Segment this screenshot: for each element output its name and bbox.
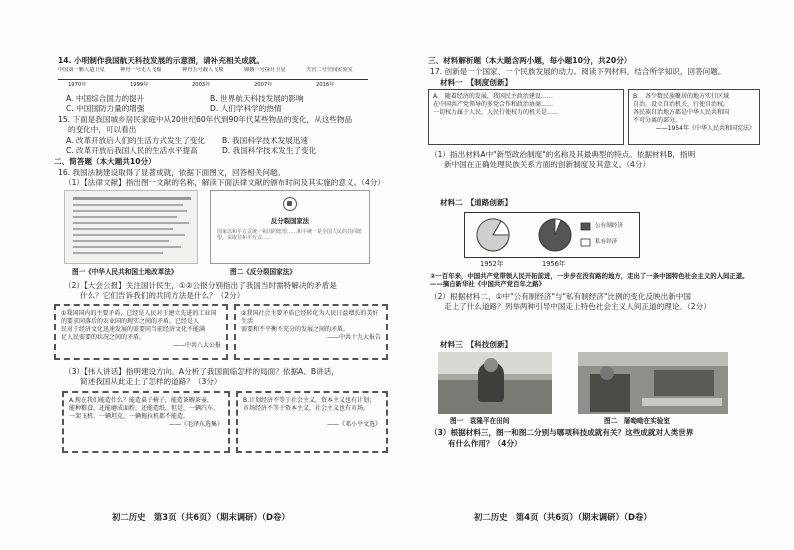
timeline-year-1: 1970年 — [68, 82, 87, 88]
quote-1-line-1: ①我国国内的主要矛盾，已经是人民对于建立先进的工业国 — [61, 310, 217, 317]
mat1-b-line-3: 各民族自治地方都是中华人民共和国 — [633, 108, 730, 116]
q16-sub2: （2）【大会公报】关注国计民生，①②公报分别指出了我国当时需特解决的矛盾是 — [64, 281, 337, 290]
quote-1-source: ——中共八大公报 — [172, 341, 221, 349]
material-1-heading: 材料一 【制度创新】 — [440, 78, 513, 87]
timeline-year-5: 2016年 — [316, 82, 335, 88]
material-2-quote: ②一百年来，中国共产党带领人民开拓前进，一步步在没有路的地方，走出了一条中国特色社会主义的人间正道。——摘自新华社《中国共产党百年之路》 — [430, 272, 749, 289]
q14-option-c: C. 中国国防力量的增强 — [66, 104, 145, 113]
q14-option-b: B. 世界航天科技发展的影响 — [210, 94, 304, 103]
legend-swatch-private — [581, 239, 590, 246]
q17-sub3: （3）根据材料三，图一和图二分别与哪项科技成就有关？这些成就对人类世界 — [430, 428, 694, 437]
q14-timeline — [58, 67, 368, 91]
q17-sub1: （1）指出材料A中"新型政治制度"的名称及其最典型的特点。依据材料B，指明 — [430, 150, 696, 159]
q14-stem: 14. 小明制作我国航天科技发展的示意图，请补充相关成就。 — [58, 56, 264, 65]
q15-option-a: A. 改革开放后人们的生活方式发生了变化 — [66, 136, 205, 145]
page-3 — [50, 0, 392, 550]
q16-sub3: （3）【伟人讲话】指明建设方向。A分析了我国面临怎样的局面？依据A、B讲话， — [64, 367, 339, 376]
pie-label-1956: 1956年 — [542, 260, 566, 268]
speech-a-line-1: A.现在我们能造什么？能造桌子椅子，能造茶碗茶壶， — [69, 397, 213, 404]
q14-option-a: A. 中国综合国力的提升 — [66, 94, 145, 103]
photo-2-caption: 图二 屠呦呦在实验室 — [604, 417, 670, 425]
q15-option-d: D. 我国科学技术发生了变化 — [222, 146, 317, 155]
mat1-a-line-1: A. 随着经济的发展，我国民主政治建设…… — [433, 93, 553, 100]
mat1-b-line-4: 不可分离的部分。 — [633, 116, 682, 124]
speech-b-line-1: B.计划经济不等于社会主义，资本主义也有计划； — [243, 397, 376, 404]
quote-1-line-2: 的要求同落后的农业国的现实之间的矛盾，已经是人 — [61, 317, 200, 325]
q16-stem: 16. 我国法制建设取得了显著成就，依据下面图文，回答相关问题。 — [58, 168, 286, 177]
quote-2-line-2: 需要和不平衡不充分的发展之间的矛盾。 — [241, 325, 350, 333]
photo-yuan-longping — [438, 352, 552, 414]
quote-2-source: ——中共十九大报告 — [326, 333, 381, 341]
timeline-year-3: 2003年 — [192, 82, 211, 88]
report-quote-2 — [234, 304, 388, 360]
page-4-footer: 初二历史 第4页（共6页）（期末调研）（D卷） — [474, 512, 652, 522]
speech-quote-b — [236, 391, 388, 453]
photo-1-caption: 图一 袁隆平在田间 — [450, 417, 510, 425]
speech-b-line-2: 市场经济不等于资本主义，社会主义也有市场。 — [243, 404, 370, 412]
figure-1-document — [64, 190, 198, 264]
legend-swatch-public — [581, 223, 590, 230]
q16-sub3-line2: 简述我国从此走上了怎样的道路？（3分） — [80, 377, 222, 386]
timeline-year-4: 2007年 — [254, 82, 273, 88]
section-3-heading: 三、材料解析题（本大题含两小题，每小题10分，共20分） — [428, 56, 632, 65]
speech-a-line-2: 能种粮食，还能磨成面粉，还能造纸，但是，一辆汽车、 — [69, 404, 220, 412]
quote-1-line-3: 民对于经济文化迅速发展的需要同当前经济文化不能满 — [61, 325, 206, 333]
timeline-event-3: 神舟五号载人飞船 — [182, 67, 224, 73]
figure-1-caption: 图一《中华人民共和国土地改革法》 — [72, 268, 178, 276]
q16-sub1: （1）【法律文献】指出图一文献的名称，解读下面法律文献的颁布时间及其实施的意义。（4分） — [64, 178, 385, 187]
timeline-event-1: 中国第一颗人造卫星 — [58, 67, 105, 73]
q15-option-c: C. 改革开放后我国人民的生活水平提高 — [66, 146, 198, 155]
timeline-event-5: 天宫二号空间实验室 — [306, 67, 353, 73]
speech-a-source: ——《毛泽东选集》 — [168, 420, 223, 428]
quote-2-line-1: ②我国社会主要矛盾已经转化为人民日益增长的美好生活 — [241, 310, 379, 325]
q17-sub1-line2: 新中国在正确处理民族关系方面的创新制度及其意义。（4分） — [444, 160, 651, 169]
report-quote-1 — [54, 304, 228, 360]
pie-charts-svg — [465, 213, 640, 258]
pie-1956 — [539, 219, 571, 251]
q17-sub2: （2）根据材料二，①中"公有制经济"与"私有制经济"比例的变化反映出新中国 — [430, 292, 692, 301]
q15-stem: 15. 下面是我国城乡居民家庭中从20世纪60年代到90年代某些物品的变化，从这些物品 — [58, 115, 353, 124]
pie-1952 — [477, 219, 509, 251]
q17-sub3-line2: 有什么作用？（4分） — [448, 439, 522, 448]
material-1-box-b — [628, 89, 760, 145]
speech-quote-a — [62, 391, 230, 453]
q14-option-d: D. 人们学科学的热情 — [210, 104, 282, 113]
q15-stem-line2: 的变化中，可以看出 — [68, 125, 137, 134]
mat1-b-source: ——1954年《中华人民共和国宪法》 — [655, 124, 755, 132]
material-3-heading: 材料三 【科技创新】 — [440, 340, 513, 349]
economy-pie-figure — [464, 212, 640, 258]
pie-label-1952: 1952年 — [480, 260, 504, 268]
page-3-footer: 初二历史 第3页（共6页）（期末调研）（D卷） — [112, 512, 290, 522]
mat1-a-line-2: 在中国共产党领导的多党合作和政治协商…… — [433, 100, 554, 108]
q15-option-b: B. 我国科学技术发展迅速 — [222, 136, 308, 145]
emblem-icon — [211, 197, 369, 214]
figure-2-title: 反分裂国家法 — [270, 217, 310, 225]
figure-2-document — [210, 190, 370, 264]
q17-sub2-line2: 走上了什么道路？列举两种引导中国走上特色社会主义人间正道的理论。（2分） — [444, 302, 711, 311]
photo-tu-youyou — [578, 352, 728, 414]
material-1-box-a — [428, 89, 624, 145]
material-2-heading: 材料二 【道路创新】 — [440, 198, 513, 207]
legend-label-private: 私有经济 — [595, 239, 618, 245]
figure-2-caption: 图二《反分裂国家法》 — [230, 268, 296, 276]
figure-2-text: 国家以和平方式统一祖国的愿望……和平统一是全国人民的共同愿望，采取非和平方式…… — [217, 229, 363, 242]
timeline-event-2: 神舟一号无人飞船 — [120, 67, 162, 73]
speech-a-line-3: 一架飞机、一辆坦克、一辆拖拉机都不能造。 — [69, 412, 190, 420]
mat1-a-line-3: 一切权力属于人民，人民行使权力的机关是…… — [433, 108, 560, 116]
timeline-event-4: 嫦娥一号探月卫星 — [244, 67, 286, 73]
speech-b-source: ——《邓小平文选》 — [326, 420, 381, 428]
legend-label-public: 公有制经济 — [595, 223, 623, 229]
page-4 — [424, 0, 760, 550]
timeline-year-2: 1999年 — [130, 82, 149, 88]
timeline-axis — [58, 79, 368, 80]
section-2-heading: 二、简答题（本大题共10分） — [54, 157, 156, 166]
q17-stem: 17. 创新是一个国家、一个民族发展的动力。阅读下列材料，结合所学知识，回答问题。 — [430, 67, 726, 76]
mat1-b-line-2: 自治，设立自治机关，行使自治权。 — [633, 100, 730, 108]
quote-1-line-4: 足人民需要的状况之间的矛盾。 — [61, 333, 146, 341]
mat1-b-line-1: B. 各少数民族聚居的地方实行区域 — [633, 93, 730, 100]
q16-sub2-line2: 什么？它们告诉我们的共同方法是什么？（2分） — [80, 291, 245, 300]
